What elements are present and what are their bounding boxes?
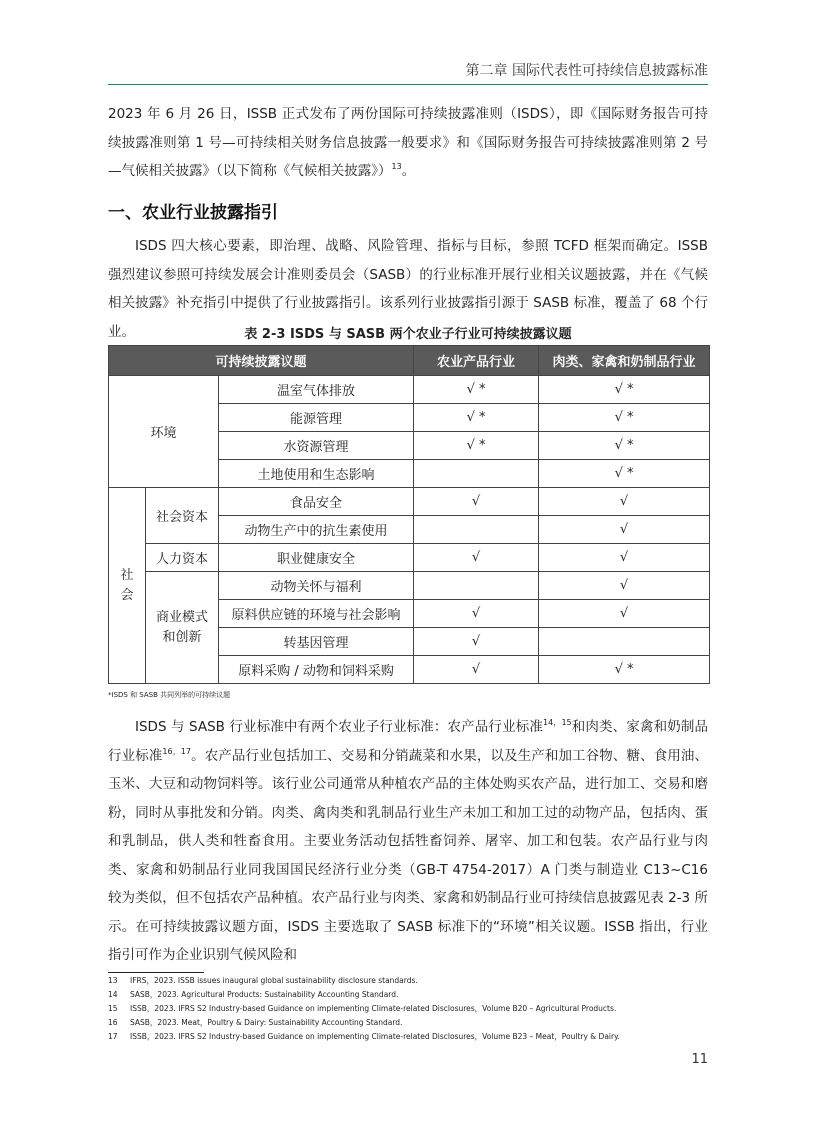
footnote-text: SASB，2023. Meat，Poultry & Dairy: Sustainability Accounting Standard. bbox=[130, 1018, 403, 1027]
footnote-text: IFRS，2023. ISSB issues inaugural global sustainability disclosure standards. bbox=[130, 976, 418, 985]
table-row bbox=[109, 572, 710, 600]
section-heading: 一、农业行业披露指引 bbox=[108, 203, 278, 223]
meat-cell: √ * bbox=[539, 404, 710, 432]
meat-cell: √ * bbox=[539, 432, 710, 460]
header-topic: 可持续披露议题 bbox=[109, 346, 414, 376]
topic-cell: 动物生产中的抗生素使用 bbox=[219, 516, 414, 544]
agri-cell: √ bbox=[414, 488, 539, 516]
topic-cell: 转基因管理 bbox=[219, 628, 414, 656]
group-environment: 环境 bbox=[109, 376, 219, 488]
header-meat: 肉类、家禽和奶制品行业 bbox=[539, 346, 710, 376]
topic-cell: 职业健康安全 bbox=[219, 544, 414, 572]
agri-cell: √ bbox=[414, 628, 539, 656]
topic-cell: 土地使用和生态影响 bbox=[219, 460, 414, 488]
intro-text: 2023 年 6 月 26 日，ISSB 正式发布了两份国际可持续披露准则（ISDS），即《国际财务报告可持续披露准则第 1 号—可持续相关财务信息披露一般要求》和《国际财务报告可持续披露准则第 2 号—气候相关披露》（以下简称《气候相关披露》） bbox=[108, 106, 708, 179]
group-social bbox=[109, 488, 146, 684]
footnote-number: 14 bbox=[108, 990, 118, 999]
topic-cell: 动物关怀与福利 bbox=[219, 572, 414, 600]
agri-cell bbox=[414, 516, 539, 544]
agri-cell: √ * bbox=[414, 376, 539, 404]
table-caption: 表 2-3 ISDS 与 SASB 两个农业子行业可持续披露议题 bbox=[244, 327, 572, 342]
agri-cell: √ bbox=[414, 544, 539, 572]
footnote-ref-13[interactable]: 13 bbox=[391, 162, 402, 171]
footnote-17 bbox=[108, 1031, 620, 1042]
table-row bbox=[109, 376, 710, 404]
meat-cell: √ * bbox=[539, 656, 710, 684]
para2-c: 。农产品行业包括加工、交易和分销蔬菜和水果，以及生产和加工谷物、糖、食用油、玉米、大豆和动物饲料等。该行业公司通常从种植农产品的主体处购买农产品，进行加工、交易和磨粉，同时从事批发和分销。肉类、禽肉类和乳制品行业生产未加工和加工过的动物产品，包括肉、蛋和乳制品，供人类和牲畜食用。主要业务活动包括牲畜饲养、屠宰、加工和包装。农产品行业与肉类、家禽和奶制品行业同我国国民经济行业分类（GB-T 4754-2017）A 门类与制造业 C13~C16 较为类似，但不包括农产品种植。农产品行业与肉类、家禽和奶制品行业可持续信息披露见表 2-3 所示。在可持续披露议题方面，ISDS 主要选取了 SASB 标准下的“环境”相关议题。ISSB 指出，行业指引可作为企业识别气候风险和 bbox=[108, 747, 709, 963]
footnote-divider bbox=[108, 972, 204, 973]
paragraph-subindustries bbox=[108, 713, 708, 970]
topic-cell: 食品安全 bbox=[219, 488, 414, 516]
footnote-text: ISSB，2023. IFRS S2 Industry-based Guidance on implementing Climate-related Disclosures，Volume B23 – Meat，Poultry & Dairy. bbox=[130, 1032, 620, 1041]
agri-cell bbox=[414, 572, 539, 600]
agri-cell: √ * bbox=[414, 404, 539, 432]
footnote-13 bbox=[108, 975, 418, 986]
agri-cell: √ bbox=[414, 656, 539, 684]
topic-cell: 原料采购 / 动物和饲料采购 bbox=[219, 656, 414, 684]
meat-cell: √ * bbox=[539, 460, 710, 488]
page-number: 11 bbox=[691, 1052, 708, 1067]
topic-cell: 能源管理 bbox=[219, 404, 414, 432]
footnote-text: ISSB，2023. IFRS S2 Industry-based Guidance on implementing Climate-related Disclosures，Volume B20 – Agricultural Products. bbox=[130, 1004, 617, 1013]
topic-cell: 原料供应链的环境与社会影响 bbox=[219, 600, 414, 628]
footnote-15 bbox=[108, 1003, 616, 1014]
subgroup-business-model-label: 商业模式和创新 bbox=[155, 609, 208, 645]
meat-cell: √ * bbox=[539, 376, 710, 404]
topic-cell: 水资源管理 bbox=[219, 432, 414, 460]
running-header: 第二章 国际代表性可持续信息披露标准 bbox=[465, 63, 708, 79]
agri-cell: √ * bbox=[414, 432, 539, 460]
header-divider bbox=[108, 84, 708, 85]
footnote-number: 17 bbox=[108, 1032, 118, 1041]
para2-b: 和肉类、家禽和奶制品行业标准 bbox=[108, 719, 708, 764]
subgroup-business-model bbox=[146, 572, 219, 684]
footnote-14 bbox=[108, 989, 398, 1000]
meat-cell: √ bbox=[539, 516, 710, 544]
subgroup-social-capital: 社会资本 bbox=[146, 488, 219, 544]
footnote-16 bbox=[108, 1017, 402, 1028]
meat-cell: √ bbox=[539, 600, 710, 628]
meat-cell: √ bbox=[539, 488, 710, 516]
agri-cell bbox=[414, 460, 539, 488]
meat-cell: √ bbox=[539, 572, 710, 600]
meat-cell bbox=[539, 628, 710, 656]
footnote-number: 15 bbox=[108, 1004, 118, 1013]
paragraph-core-elements: ISDS 四大核心要素，即治理、战略、风险管理、指标与目标，参照 TCFD 框架而确定。ISSB 强烈建议参照可持续发展会计准则委员会（SASB）的行业标准开展行业相关议题披露，并在《气候相关披露》补充指引中提供了行业披露指引。该系列行业披露指引源于 SASB 标准，覆盖了 68 个行业。 bbox=[108, 238, 708, 340]
footnote-number: 13 bbox=[108, 976, 118, 985]
meat-cell: √ bbox=[539, 544, 710, 572]
table-row bbox=[109, 544, 710, 572]
table-header-row bbox=[109, 346, 710, 376]
intro-paragraph bbox=[108, 100, 708, 186]
group-social-label: 社会 bbox=[120, 567, 134, 603]
header-agri: 农业产品行业 bbox=[414, 346, 539, 376]
disclosure-topics-table bbox=[108, 345, 710, 684]
table-note: *ISDS 和 SASB 共同列举的可持续议题 bbox=[108, 691, 231, 699]
intro-end: 。 bbox=[401, 163, 416, 179]
agri-cell: √ bbox=[414, 600, 539, 628]
subgroup-human-capital: 人力资本 bbox=[146, 544, 219, 572]
footnote-ref-14-15[interactable]: 14，15 bbox=[542, 718, 572, 727]
footnote-number: 16 bbox=[108, 1018, 118, 1027]
table-row bbox=[109, 488, 710, 516]
footnote-text: SASB，2023. Agricultural Products: Sustainability Accounting Standard. bbox=[130, 990, 399, 999]
para2-a: ISDS 与 SASB 行业标准中有两个农业子行业标准：农产品行业标准 bbox=[135, 719, 543, 735]
topic-cell: 温室气体排放 bbox=[219, 376, 414, 404]
footnote-ref-16-17[interactable]: 16，17 bbox=[162, 746, 191, 756]
